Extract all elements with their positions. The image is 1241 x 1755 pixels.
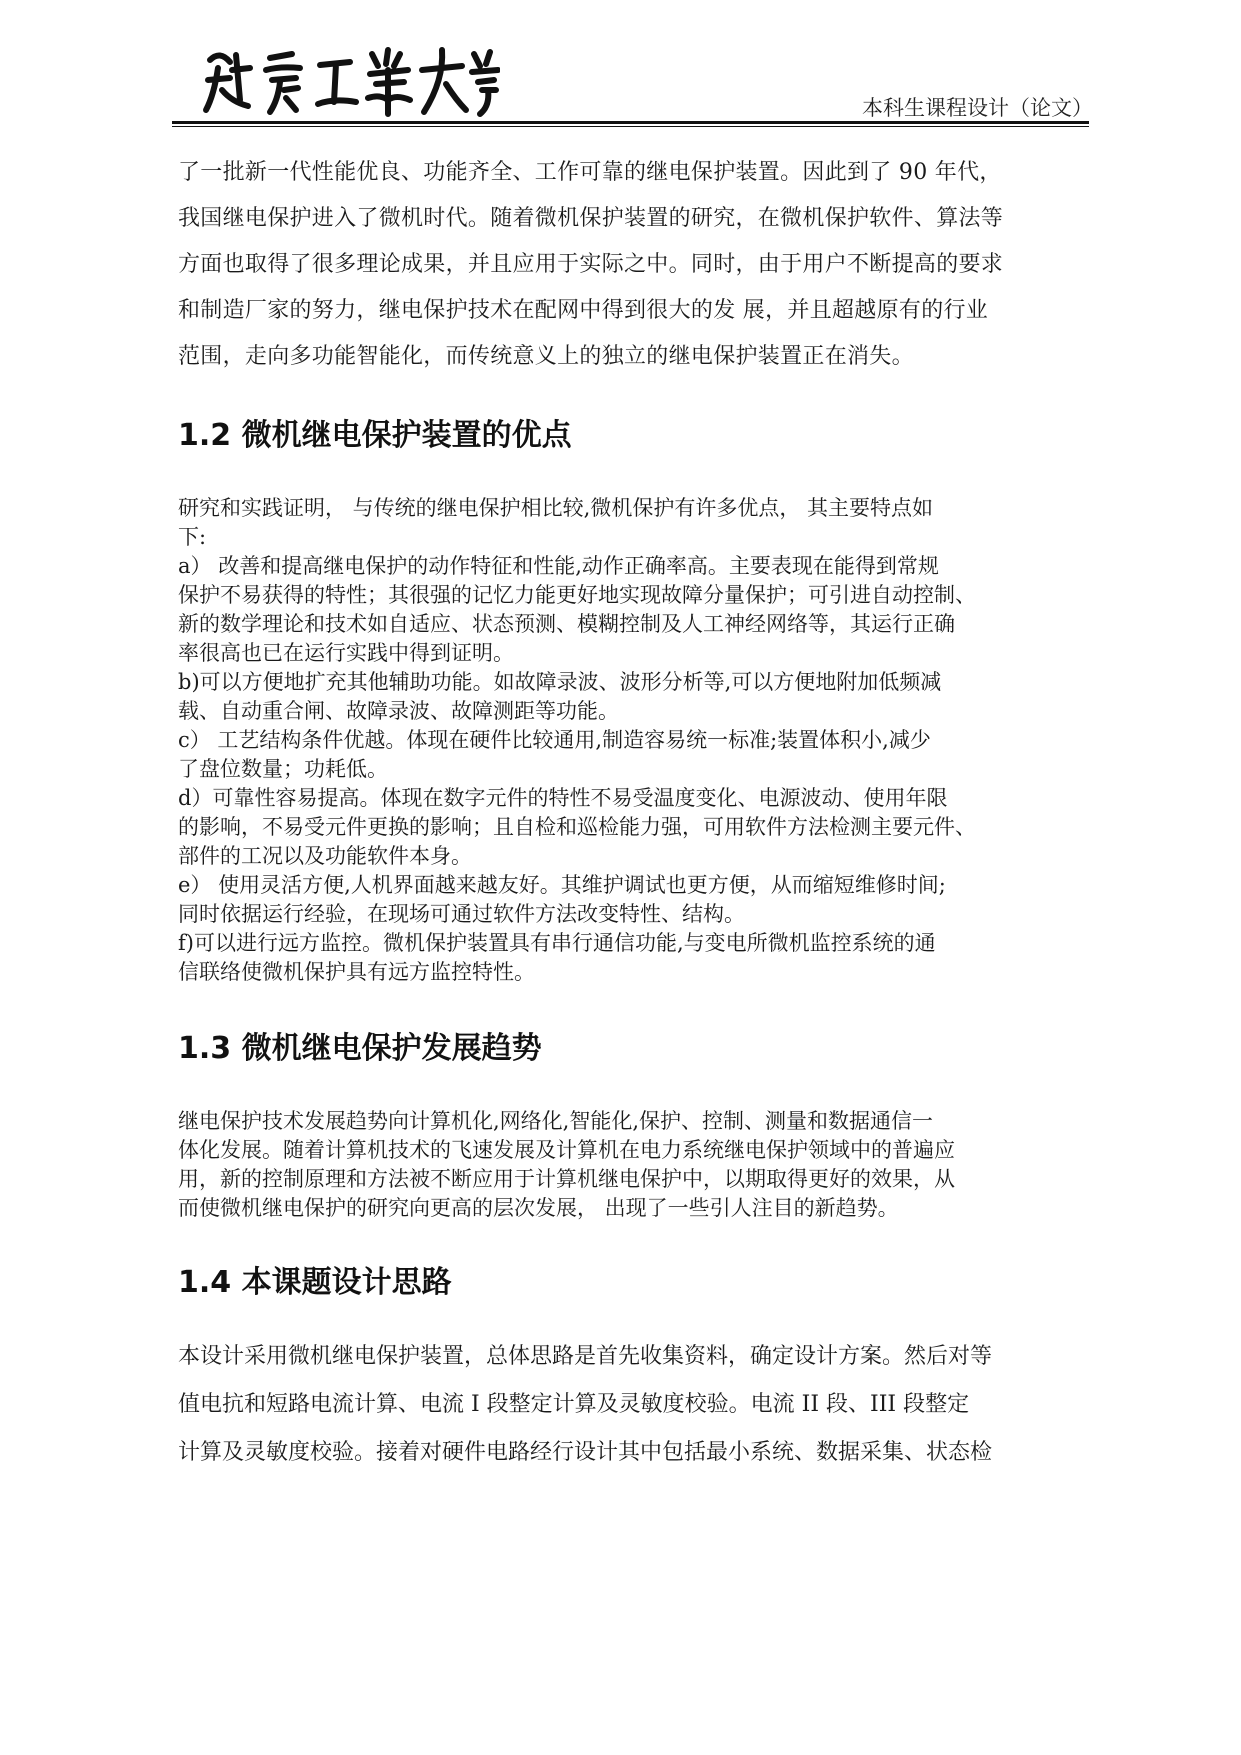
text-line: 和制造厂家的努力，继电保护技术在配网中得到很大的发 展，并且超越原有的行业 xyxy=(178,298,989,323)
university-logo xyxy=(200,40,500,120)
text-line: 载、自动重合闸、故障录波、故障测距等功能。 xyxy=(178,699,619,723)
page-content xyxy=(178,150,1098,1477)
text-line: b)可以方便地扩充其他辅助功能。如故障录波、波形分析等,可以方便地附加低频减 xyxy=(178,670,942,694)
text-line: 用，新的控制原理和方法被不断应用于计算机继电保护中，以期取得更好的效果，从 xyxy=(178,1167,955,1191)
text-line: 的影响，不易受元件更换的影响；且自检和巡检能力强，可用软件方法检测主要元件、 xyxy=(178,815,976,839)
section-1-3-body xyxy=(178,1107,1098,1223)
text-line: 研究和实践证明， 与传统的继电保护相比较,微机保护有许多优点， 其主要特点如 xyxy=(178,496,934,520)
text-line: 部件的工况以及功能软件本身。 xyxy=(178,844,472,868)
text-line: 率很高也已在运行实践中得到证明。 xyxy=(178,641,514,665)
section-1-4-body xyxy=(178,1333,1098,1477)
text-line: 了盘位数量；功耗低。 xyxy=(178,757,388,781)
text-line: 新的数学理论和技术如自适应、状态预测、模糊控制及人工神经网络等，其运行正确 xyxy=(178,612,955,636)
text-line: 我国继电保护进入了微机时代。随着微机保护装置的研究，在微机保护软件、算法等 xyxy=(178,206,1004,231)
section-1-2-body xyxy=(178,494,1098,987)
text-line: 继电保护技术发展趋势向计算机化,网络化,智能化,保护、控制、测量和数据通信一 xyxy=(178,1109,934,1133)
section-heading-1-4: 1.4 本课题设计思路 xyxy=(178,1265,452,1300)
section-heading-1-3: 1.3 微机继电保护发展趋势 xyxy=(178,1031,542,1066)
text-line: 了一批新一代性能优良、功能齐全、工作可靠的继电保护装置。因此到了 90 年代， xyxy=(178,160,1002,185)
text-line: 值电抗和短路电流计算、电流 I 段整定计算及灵敏度校验。电流 II 段、III 段整定 xyxy=(178,1392,970,1417)
text-line: c） 工艺结构条件优越。体现在硬件比较通用,制造容易统一标准;装置体积小,减少 xyxy=(178,728,931,752)
text-line: f)可以进行远方监控。微机保护装置具有串行通信功能,与变电所微机监控系统的通 xyxy=(178,931,936,955)
text-line: 同时依据运行经验，在现场可通过软件方法改变特性、结构。 xyxy=(178,902,745,926)
section-heading-1-2: 1.2 微机继电保护装置的优点 xyxy=(178,418,572,453)
text-line: 信联络使微机保护具有远方监控特性。 xyxy=(178,960,535,984)
text-line: 下: xyxy=(178,525,207,549)
text-line: 体化发展。随着计算机技术的飞速发展及计算机在电力系统继电保护领域中的普遍应 xyxy=(178,1138,955,1162)
intro-paragraph xyxy=(178,150,1098,380)
text-line: 本设计采用微机继电保护装置，总体思路是首先收集资料，确定设计方案。然后对等 xyxy=(178,1344,993,1369)
document-type-label: 本科生课程设计（论文） xyxy=(862,96,1093,120)
text-line: e） 使用灵活方便,人机界面越来越友好。其维护调试也更方便，从而缩短维修时间; xyxy=(178,873,946,897)
text-line: 计算及灵敏度校验。接着对硬件电路经行设计其中包括最小系统、数据采集、状态检 xyxy=(178,1440,993,1465)
text-line: 方面也取得了很多理论成果，并且应用于实际之中。同时，由于用户不断提高的要求 xyxy=(178,252,1004,277)
text-line: 保护不易获得的特性；其很强的记忆力能更好地实现故障分量保护；可引进自动控制、 xyxy=(178,583,976,607)
text-line: 范围，走向多功能智能化，而传统意义上的独立的继电保护装置正在消失。 xyxy=(178,344,914,369)
text-line: a） 改善和提高继电保护的动作特征和性能,动作正确率高。主要表现在能得到常规 xyxy=(178,554,939,578)
header-rule-thin xyxy=(172,126,1089,127)
header-rule xyxy=(172,121,1089,124)
text-line: 而使微机继电保护的研究向更高的层次发展， 出现了一些引人注目的新趋势。 xyxy=(178,1196,899,1220)
page-header xyxy=(0,0,1241,130)
text-line: d）可靠性容易提高。体现在数字元件的特性不易受温度变化、电源波动、使用年限 xyxy=(178,786,948,810)
